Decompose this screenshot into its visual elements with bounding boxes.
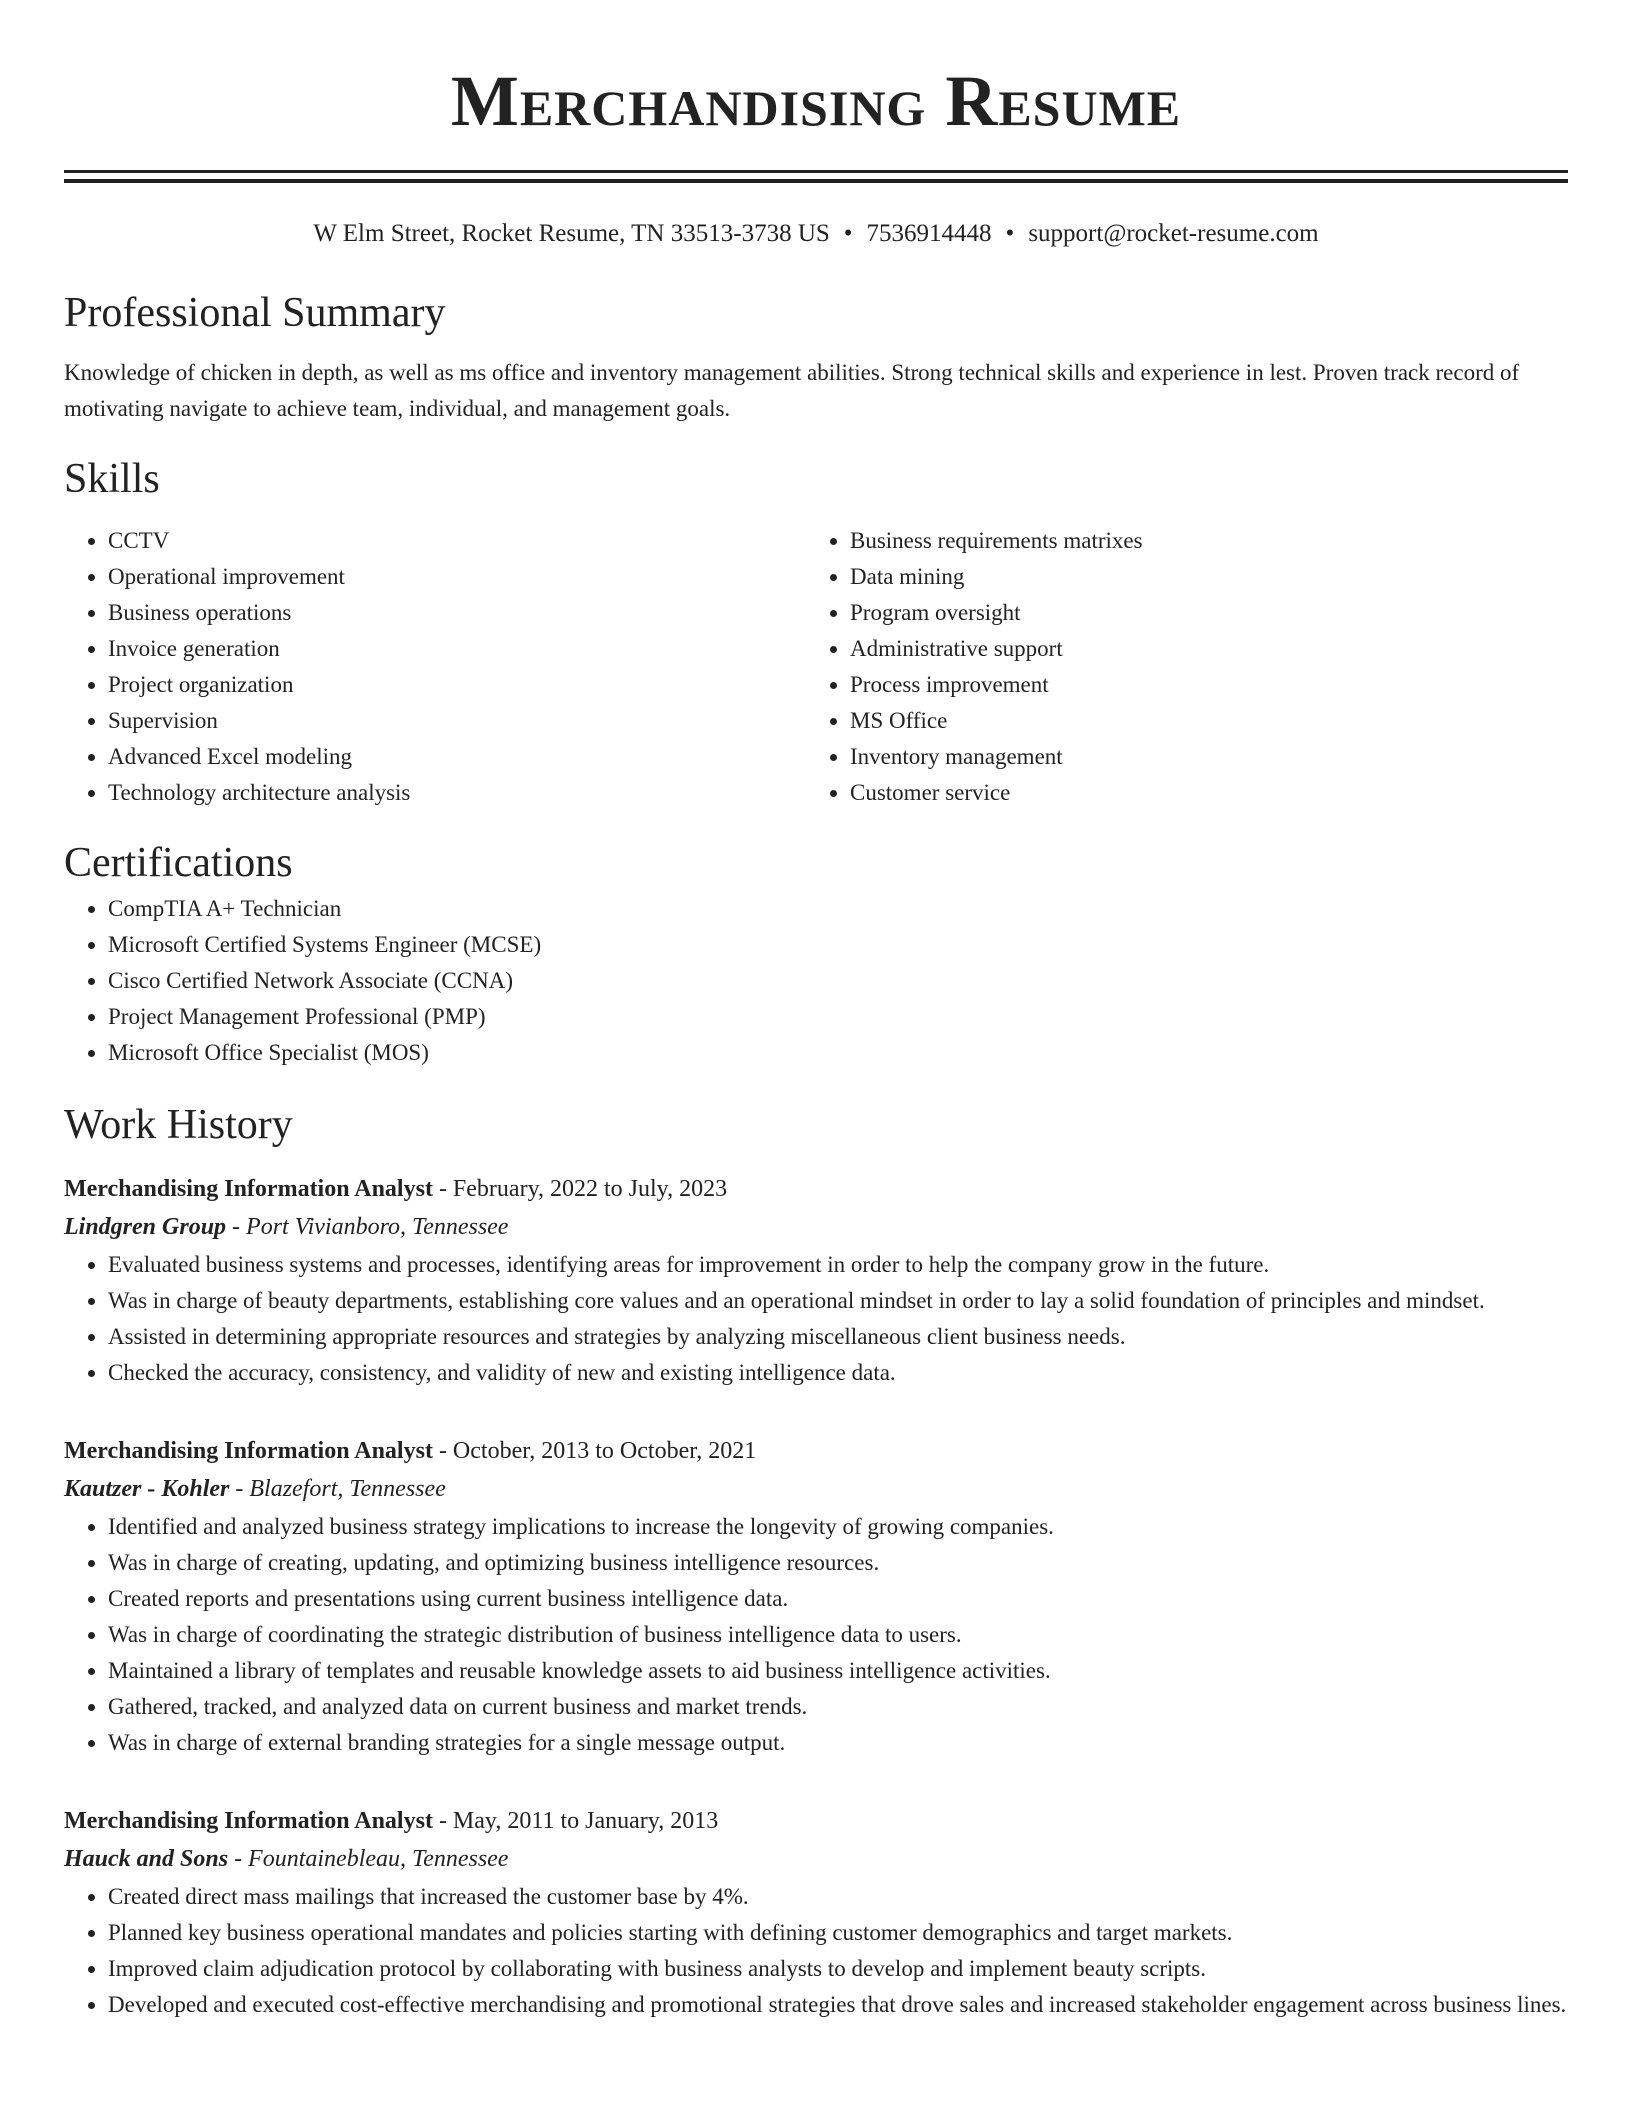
title-divider [64, 170, 1568, 183]
job-bullet: • Created direct mass mailings that increased the customer base by 4%. [108, 1879, 1568, 1915]
skill-item: • Project organization [108, 667, 806, 703]
job-title-line [64, 1171, 1568, 1207]
contact-email: support@rocket-resume.com [1028, 220, 1319, 247]
job-bullet: • Planned key business operational mandates and policies starting with defining customer demographics and target markets. [108, 1915, 1568, 1951]
contact-separator: • [843, 220, 853, 247]
skill-item: • Supervision [108, 703, 806, 739]
skill-item: • Business operations [108, 595, 806, 631]
job-company-line [64, 1207, 1568, 1247]
skill-item: • Operational improvement [108, 559, 806, 595]
skill-item: • Technology architecture analysis [108, 775, 806, 811]
skill-item: • CCTV [108, 523, 806, 559]
job-company: Kautzer - Kohler [64, 1476, 230, 1502]
job-bullet: • Was in charge of coordinating the strategic distribution of business intelligence data to users. [108, 1617, 1568, 1653]
certifications-list [64, 891, 1568, 1071]
job-bullet: • Developed and executed cost-effective merchandising and promotional strategies that drove sales and increased stakeholder engagement across business lines. [108, 1987, 1568, 2023]
job-company-line [64, 1469, 1568, 1509]
job-title: Merchandising Information Analyst [64, 1176, 433, 1202]
job-bullet: • Identified and analyzed business strategy implications to increase the longevity of growing companies. [108, 1509, 1568, 1545]
job-bullet: • Maintained a library of templates and reusable knowledge assets to aid business intelligence activities. [108, 1653, 1568, 1689]
skills-grid [64, 523, 1568, 811]
skill-item: • Invoice generation [108, 631, 806, 667]
job-location: - Port Vivianboro, Tennessee [226, 1214, 509, 1240]
job-title: Merchandising Information Analyst [64, 1808, 433, 1834]
job-bullet: • Checked the accuracy, consistency, and validity of new and existing intelligence data. [108, 1355, 1568, 1391]
job-bullet-list [64, 1879, 1568, 2023]
skills-column-right [806, 523, 1548, 811]
job-bullet: • Was in charge of creating, updating, and optimizing business intelligence resources. [108, 1545, 1568, 1581]
certification-item: • Microsoft Office Specialist (MOS) [108, 1035, 1568, 1071]
job-dates: - October, 2013 to October, 2021 [432, 1438, 757, 1464]
skills-list-left [64, 523, 806, 811]
work-history-heading: Work History [64, 1102, 293, 1148]
job-bullet: • Was in charge of external branding strategies for a single message output. [108, 1725, 1568, 1761]
job-dates: - May, 2011 to January, 2013 [432, 1808, 719, 1834]
work-history-list [64, 1171, 1568, 2023]
job-title-line [64, 1433, 1568, 1469]
contact-separator: • [1005, 220, 1015, 247]
certification-item: • Project Management Professional (PMP) [108, 999, 1568, 1035]
job-bullet: • Improved claim adjudication protocol by collaborating with business analysts to develop and implement beauty scripts. [108, 1951, 1568, 1987]
job-entry [64, 1803, 1568, 2023]
contact-phone: 7536914448 [866, 220, 992, 247]
job-entry [64, 1171, 1568, 1391]
job-dates: - February, 2022 to July, 2023 [432, 1176, 728, 1202]
skill-item: • Administrative support [850, 631, 1548, 667]
summary-heading: Professional Summary [64, 290, 446, 336]
job-company-line [64, 1839, 1568, 1879]
job-company: Lindgren Group [64, 1214, 227, 1240]
job-bullet: • Was in charge of beauty departments, establishing core values and an operational mindset in order to lay a solid foundation of principles and mindset. [108, 1283, 1568, 1319]
contact-line [64, 217, 1568, 251]
job-location: - Blazefort, Tennessee [229, 1476, 446, 1502]
skill-item: • Program oversight [850, 595, 1548, 631]
job-entry [64, 1433, 1568, 1761]
resume-page [64, 0, 1568, 2023]
skills-heading: Skills [64, 456, 160, 502]
skill-item: • Process improvement [850, 667, 1548, 703]
job-bullet-list [64, 1247, 1568, 1391]
job-bullet: • Created reports and presentations using current business intelligence data. [108, 1581, 1568, 1617]
contact-address: W Elm Street, Rocket Resume, TN 33513-3738 US [313, 220, 830, 247]
skills-list-right [806, 523, 1548, 811]
skill-item: • Customer service [850, 775, 1548, 811]
resume-title: Merchandising Resume [450, 61, 1182, 141]
skills-column-left [64, 523, 806, 811]
skill-item: • MS Office [850, 703, 1548, 739]
job-bullet: • Gathered, tracked, and analyzed data on current business and market trends. [108, 1689, 1568, 1725]
summary-text: Knowledge of chicken in depth, as well as ms office and inventory management abilities. Strong technical skills and experience in lest. Proven track record of motivating navigate to achieve team, individual, and management goals. [64, 360, 1520, 421]
certification-item: • CompTIA A+ Technician [108, 891, 1568, 927]
skill-item: • Inventory management [850, 739, 1548, 775]
certification-item: • Microsoft Certified Systems Engineer (MCSE) [108, 927, 1568, 963]
job-title: Merchandising Information Analyst [64, 1438, 433, 1464]
certifications-heading: Certifications [64, 840, 293, 886]
job-location: - Fountainebleau, Tennessee [228, 1846, 509, 1872]
skill-item: • Data mining [850, 559, 1548, 595]
job-bullet-list [64, 1509, 1568, 1761]
job-company: Hauck and Sons [64, 1846, 229, 1872]
job-bullet: • Evaluated business systems and processes, identifying areas for improvement in order to help the company grow in the future. [108, 1247, 1568, 1283]
skill-item: • Advanced Excel modeling [108, 739, 806, 775]
certification-item: • Cisco Certified Network Associate (CCNA) [108, 963, 1568, 999]
job-bullet: • Assisted in determining appropriate resources and strategies by analyzing miscellaneous client business needs. [108, 1319, 1568, 1355]
skill-item: • Business requirements matrixes [850, 523, 1548, 559]
job-title-line [64, 1803, 1568, 1839]
